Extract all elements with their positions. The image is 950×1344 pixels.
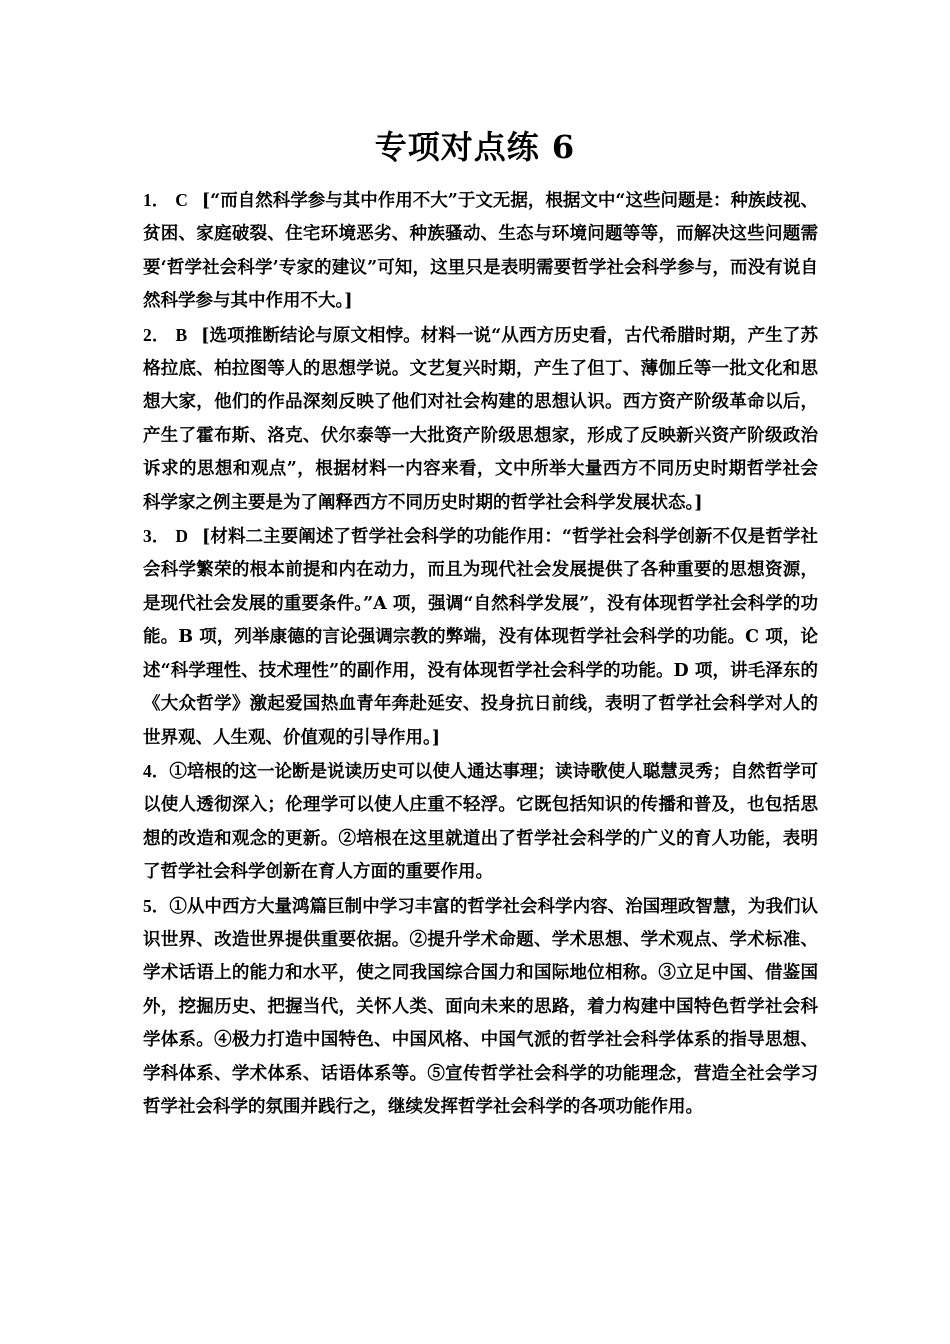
answer-key: D (175, 526, 189, 547)
answer-item-5 (143, 890, 818, 1125)
answer-item-4 (143, 755, 818, 890)
answer-key: B (175, 324, 188, 345)
answer-number: 1． (143, 190, 170, 210)
answer-list (143, 184, 818, 1124)
answer-explanation: [材料二主要阐述了哲学社会科学的功能作用：“哲学社会科学创新不仅是哲学社会科学繁荣的根本前提和内在动力，而且为现代社会发展提供了各种重要的思想资源，是现代社会发展的重要条件。”A 项，强调“自然科学发展”，没有体现哲学社会科学的功能。B 项，列举康德的言论强调宗教的弊端，没有体现哲学社会科学的功能。C 项，论述“科学理性、技术理性”的副作用，没有体现哲学社会科学的功能。D 项，讲毛泽东的《大众哲学》激起爱国热血青年奔赴延安、投身抗日前线，表明了哲学社会科学对人的世界观、人生观、价值观的引导作用。] (143, 527, 819, 748)
answer-explanation: ①从中西方大量鸿篇巨制中学习丰富的哲学社会科学内容、治国理政智慧，为我们认识世界、改造世界提供重要依据。②提升学术命题、学术思想、学术观点、学术标准、学术话语上的能力和水平，使之同我国综合国力和国际地位相称。③立足中国、借鉴国外，挖掘历史、把握当代，关怀人类、面向未来的思路，着力构建中国特色哲学社会科学体系。④极力打造中国特色、中国风格、中国气派的哲学社会科学体系的指导思想、学科体系、学术体系、话语体系等。⑤宣传哲学社会科学的功能理念，营造全社会学习哲学社会科学的氛围并践行之，继续发挥哲学社会科学的各项功能作用。 (143, 896, 819, 1117)
page-title: 专项对点练 6 (374, 128, 576, 166)
answer-number: 5． (143, 895, 170, 916)
answer-number: 3． (143, 526, 170, 547)
answer-number: 2． (143, 324, 170, 345)
answer-key: C (175, 190, 188, 210)
answer-item-2 (143, 319, 818, 520)
answer-explanation: [“而自然科学参与其中作用不大”于文无据，根据文中“这些问题是：种族歧视、贫困、家庭破裂、住宅环境恶劣、种族骚动、生态与环境问题等等，而解决这些问题需要‘哲学社会科学’专家的建议”可知，这里只是表明需要哲学社会科学参与，而没有说自然科学参与其中作用不大。] (143, 191, 818, 312)
answer-number: 4． (143, 760, 170, 781)
answer-item-3 (143, 520, 818, 755)
answer-explanation: [选项推断结论与原文相悖。材料一说“从西方历史看，古代希腊时期，产生了苏格拉底、柏拉图等人的思想学说。文艺复兴时期，产生了但丁、薄伽丘等一批文化和思想大家，他们的作品深刻反映了他们对社会构建的思想认识。西方资产阶级革命以后，产生了霍布斯、洛克、伏尔泰等一大批资产阶级思想家，形成了反映新兴资产阶级政治诉求的思想和观点”，根据材料一内容来看，文中所举大量西方不同历史时期哲学社会科学家之例主要是为了阐释西方不同历史时期的哲学社会科学发展状态。] (143, 325, 819, 513)
answer-explanation: ①培根的这一论断是说读历史可以使人通达事理；读诗歌使人聪慧灵秀；自然哲学可以使人透彻深入；伦理学可以使人庄重不轻浮。它既包括知识的传播和普及，也包括思想的改造和观念的更新。②培根在这里就道出了哲学社会科学的广义的育人功能，表明了哲学社会科学创新在育人方面的重要作用。 (143, 761, 819, 883)
answer-item-1 (143, 184, 818, 319)
